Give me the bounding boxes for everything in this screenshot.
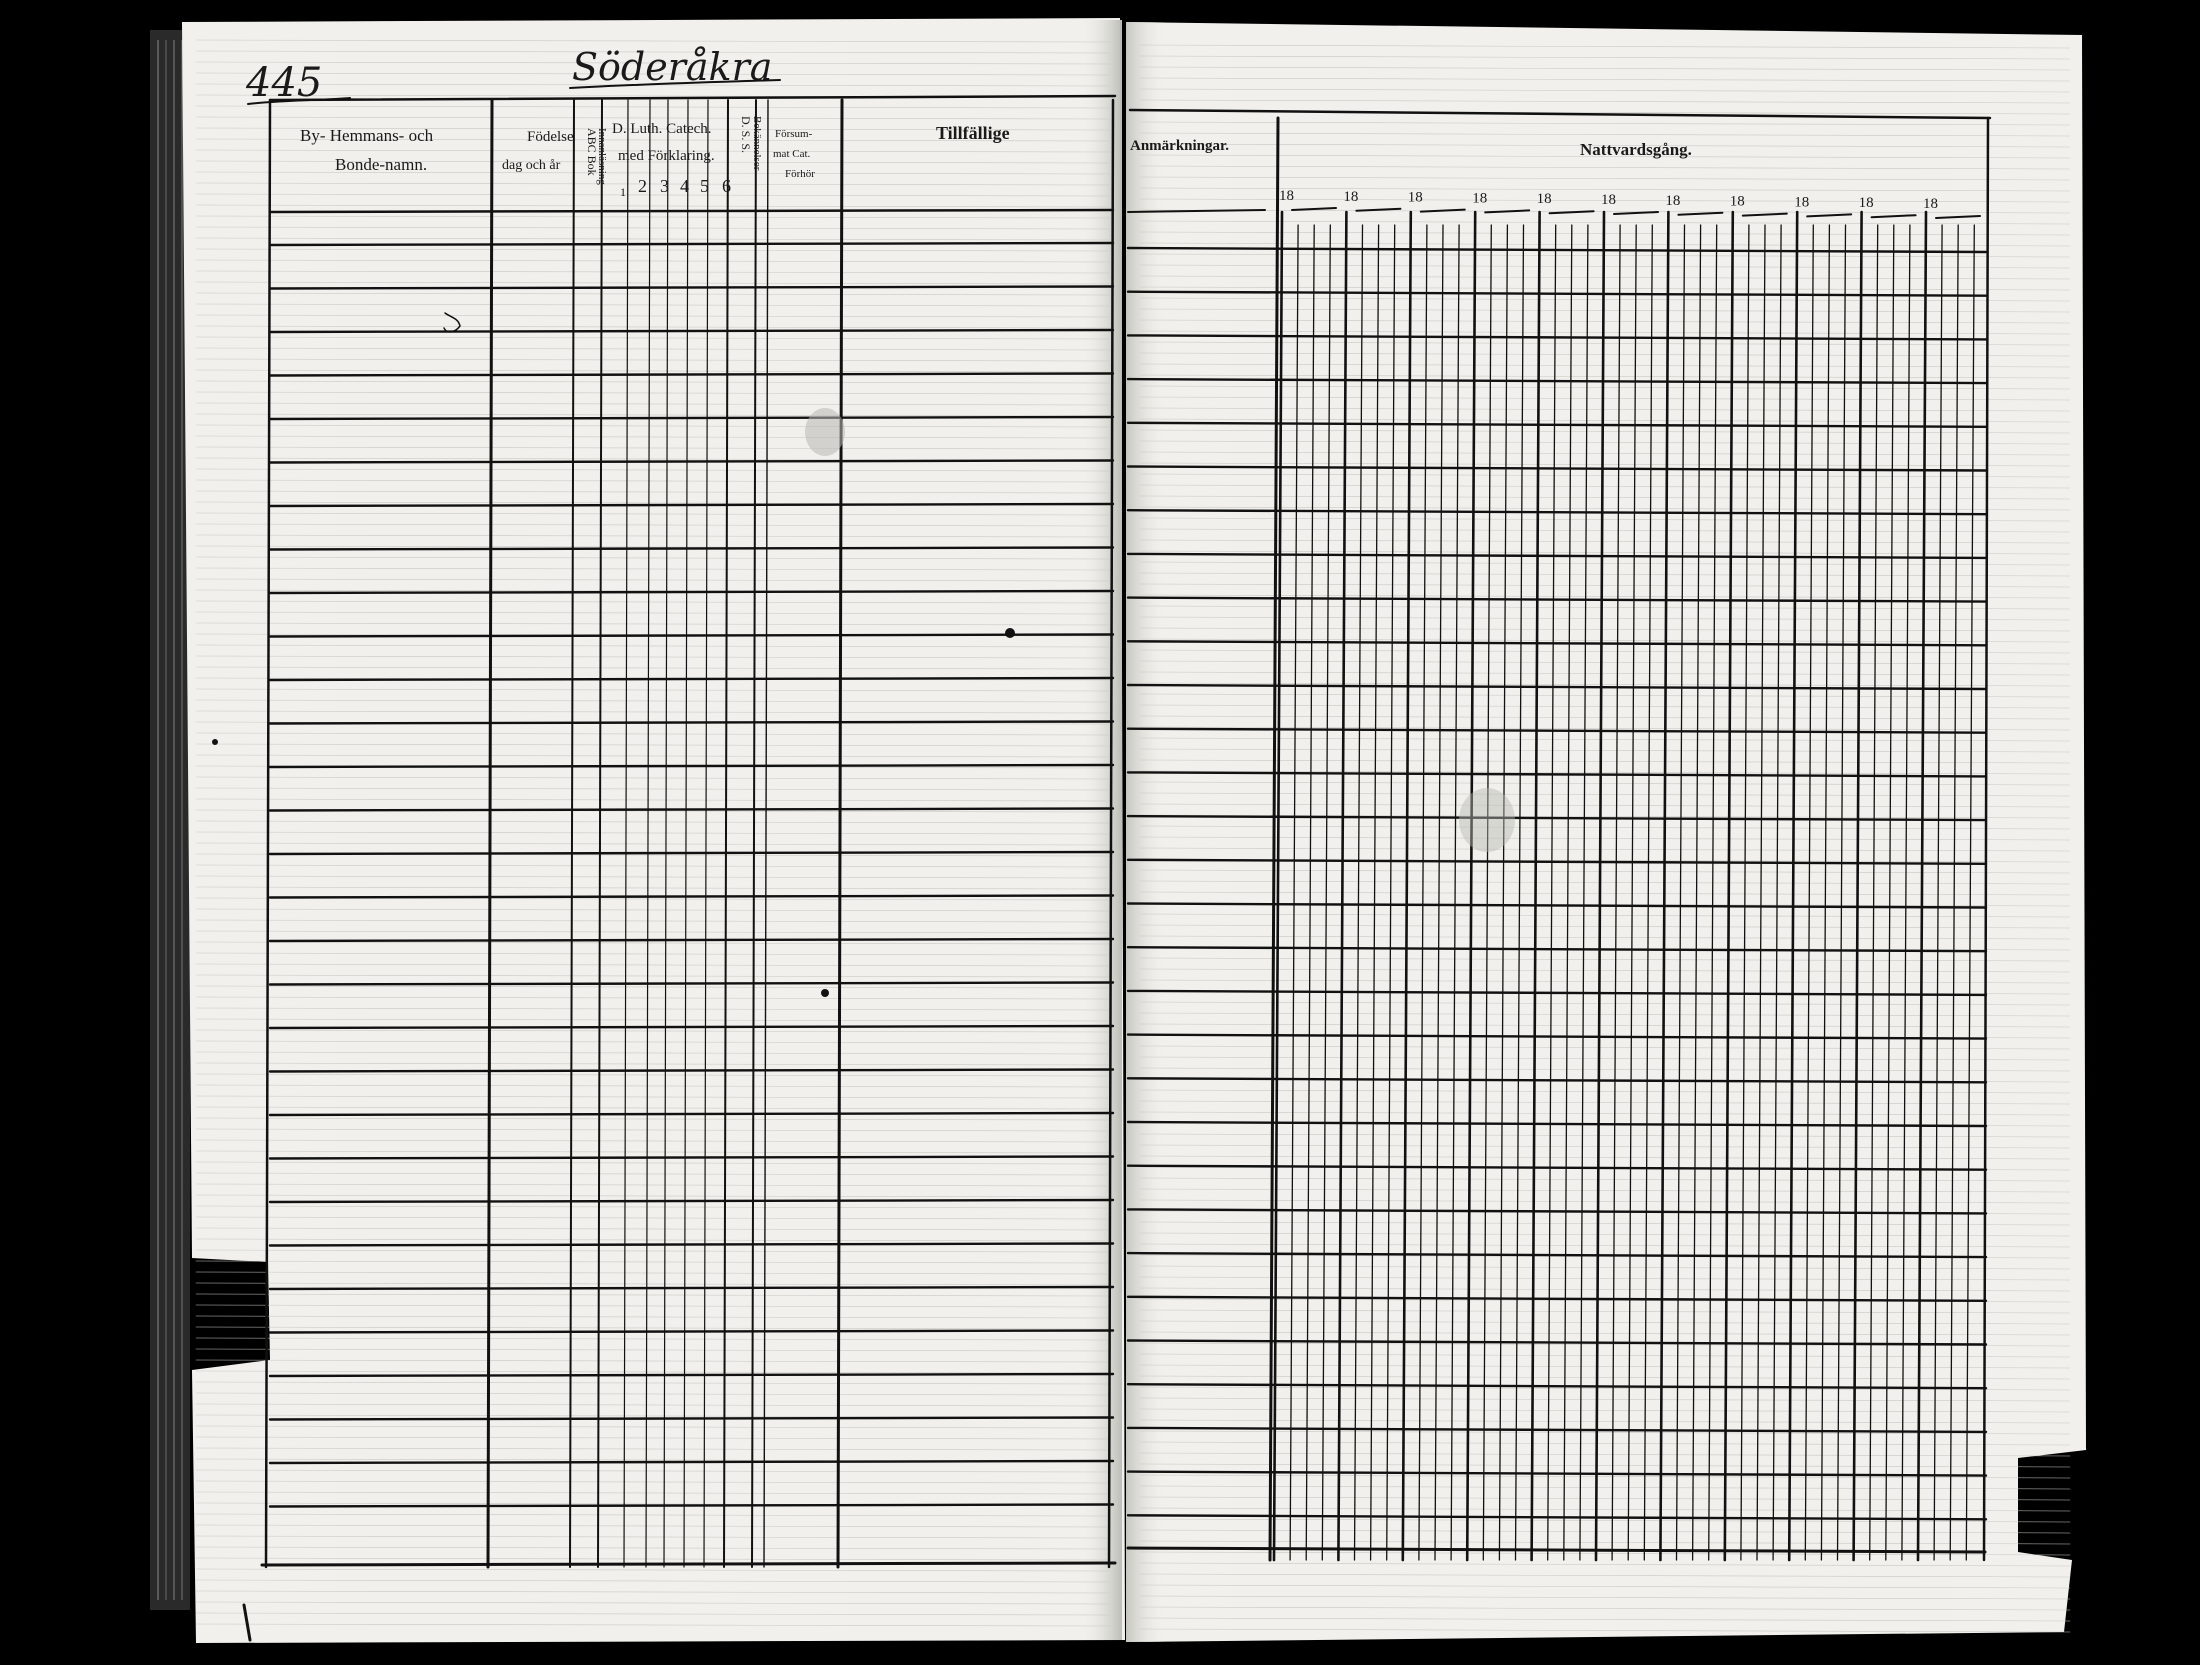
header-missed-line2: mat Cat. — [773, 148, 811, 160]
catechism-number-5: 5 — [700, 176, 709, 196]
catechism-number-3: 3 — [660, 176, 669, 196]
header-dss-line1: D. S. S. — [739, 116, 753, 154]
header-birth-line1: Födelse — [527, 129, 574, 145]
header-abc-line1: ABC Bok — [585, 128, 599, 176]
ink-spot — [212, 739, 218, 745]
header-communion: Nattvardsgång. — [1580, 140, 1692, 159]
header-abc-line2: Innanläsning — [596, 128, 608, 185]
communion-year-label: 18 — [1536, 191, 1552, 208]
communion-year-label: 18 — [1794, 194, 1810, 211]
communion-year-label: 18 — [1729, 193, 1745, 210]
header-catechism-line2: med Förklaring. — [618, 148, 715, 164]
bottom-border — [262, 1563, 1115, 1565]
catechism-number-1: 1 — [620, 185, 626, 199]
stain — [1459, 788, 1515, 852]
parish-name: Söderåkra — [572, 45, 773, 89]
communion-year-label: 18 — [1858, 195, 1874, 212]
header-temporary: Tillfällige — [936, 123, 1010, 143]
communion-year-label: 18 — [1923, 196, 1938, 212]
communion-year-label: 18 — [1407, 189, 1423, 206]
communion-year-label: 18 — [1279, 188, 1294, 204]
header-names-line1: By- Hemmans- och — [300, 126, 434, 145]
catechism-number-2: 2 — [638, 176, 647, 196]
communion-year-label: 18 — [1665, 192, 1681, 209]
page-number: 445 — [246, 60, 323, 106]
catechism-number-6: 6 — [722, 176, 731, 196]
ink-spot — [1005, 628, 1015, 638]
communion-year-label: 18 — [1343, 188, 1359, 205]
catechism-number-4: 4 — [680, 176, 689, 196]
ink-spot — [821, 989, 829, 997]
header-remarks: Anmärkningar. — [1130, 138, 1230, 154]
communion-year-label: 18 — [1601, 192, 1616, 208]
header-missed-line3: Förhör — [785, 168, 815, 180]
communion-year-label: 18 — [1472, 190, 1488, 207]
header-dss-line2: Bekännelser — [751, 116, 763, 171]
header-missed-line1: Försum- — [775, 128, 813, 140]
header-catechism-line1: D. Luth. Catech. — [612, 121, 712, 137]
header-names-line2: Bonde-namn. — [335, 155, 428, 174]
stain — [805, 408, 845, 456]
header-birth-line2: dag och år — [502, 158, 561, 173]
